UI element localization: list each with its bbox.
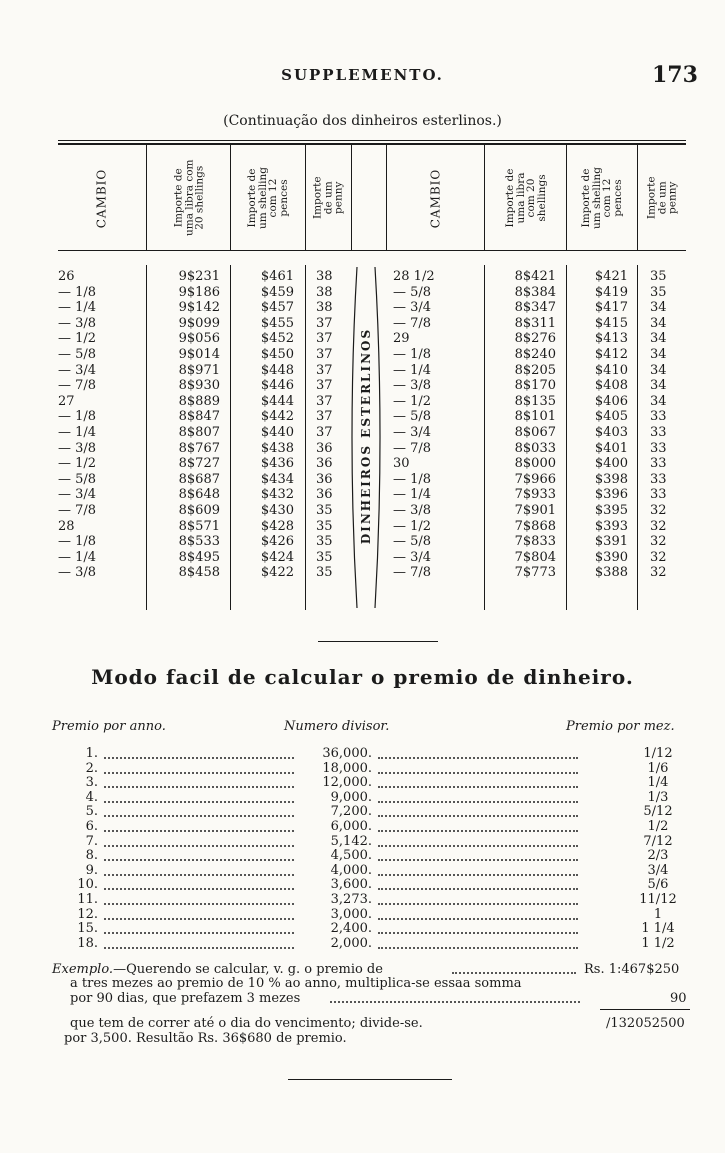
dot-leader — [378, 932, 578, 934]
numero-divisor: 2,000. — [330, 936, 372, 951]
table-cell: $396 — [594, 487, 628, 503]
table-cell: 8$807 — [178, 424, 220, 440]
table-cell: 8$971 — [178, 362, 220, 378]
table-cell: 9$014 — [178, 346, 220, 362]
dot-leader — [104, 932, 294, 934]
table-cell: 37 — [316, 315, 333, 331]
dot-leader — [104, 786, 294, 788]
table-cell: 33 — [650, 440, 667, 456]
numero-divisor: 7,200. — [330, 804, 372, 819]
premio-anno: 11. — [77, 892, 98, 907]
table-cell: — 7/8 — [393, 440, 432, 456]
numero-divisor: 9,000. — [330, 790, 372, 805]
table-cell: 35 — [316, 549, 333, 565]
table-subtitle: (Continuação dos dinheiros esterlinos.) — [223, 113, 502, 129]
table-cell: 8$458 — [178, 565, 220, 581]
dot-leader — [378, 874, 578, 876]
table-cell: $428 — [260, 518, 294, 534]
table-cell: 8$727 — [178, 456, 220, 472]
section-divider — [318, 641, 438, 642]
table-cell: 8$609 — [178, 502, 220, 518]
table-cell: 34 — [650, 346, 667, 362]
table-cell: 8$170 — [514, 378, 556, 394]
table-header-rule — [58, 250, 686, 251]
dot-leader — [104, 830, 294, 832]
premio-anno: 9. — [85, 863, 98, 878]
table-cell: 8$648 — [178, 487, 220, 503]
table-cell: — 1/2 — [393, 393, 432, 409]
table-cell: $459 — [260, 284, 294, 300]
dot-leader — [104, 772, 294, 774]
table-cell: — 1/2 — [58, 456, 97, 472]
table-cell: $434 — [260, 471, 294, 487]
table-cell: 37 — [316, 409, 333, 425]
table-cell: 36 — [316, 456, 333, 472]
dot-leader — [104, 801, 294, 803]
table-cell: — 5/8 — [58, 346, 97, 362]
example-value-1: Rs. 1:467$250 — [584, 962, 680, 977]
dot-leader — [452, 972, 576, 974]
table-cell: 8$421 — [514, 269, 556, 284]
example-line-3: por 90 dias, que prefazem 3 mezes — [70, 991, 301, 1006]
dot-leader — [104, 757, 294, 759]
table-cell: 8$135 — [514, 393, 556, 409]
table-cell: 7$901 — [514, 502, 556, 518]
table-cell: $417 — [594, 300, 628, 316]
dot-leader — [104, 918, 294, 920]
example-label: Exemplo. — [52, 962, 114, 977]
dot-leader — [330, 1001, 580, 1003]
numero-divisor: 3,273. — [330, 892, 372, 907]
table-cell: — 3/8 — [58, 440, 97, 456]
table-cell: — 7/8 — [58, 378, 97, 394]
table-cell: — 3/4 — [58, 362, 97, 378]
table-cell: $388 — [594, 565, 628, 581]
table-cell: 9$142 — [178, 300, 220, 316]
right-cambio-column — [393, 269, 483, 581]
col-divider — [637, 265, 638, 610]
premio-anno: 4. — [85, 790, 98, 805]
table-cell: 32 — [650, 549, 667, 565]
table-cell: — 5/8 — [393, 409, 432, 425]
table-cell: $442 — [260, 409, 294, 425]
table-cell: — 3/8 — [58, 315, 97, 331]
table-cell: 34 — [650, 331, 667, 347]
table-cell: 8$205 — [514, 362, 556, 378]
example-text-1: —Querendo se calcular, v. g. o premio de — [113, 962, 383, 977]
table-cell: 32 — [650, 565, 667, 581]
col-divider — [230, 265, 231, 610]
dot-leader — [104, 888, 294, 890]
left-penny-column — [316, 269, 346, 581]
table-cell: 9$231 — [178, 269, 220, 284]
col-divider — [637, 145, 638, 250]
example-line-1 — [52, 962, 383, 977]
table-cell: — 1/2 — [58, 331, 97, 347]
table-cell: 28 — [58, 518, 75, 534]
table-cell: $455 — [260, 315, 294, 331]
dot-leader — [378, 888, 578, 890]
premio-anno: 6. — [85, 819, 98, 834]
table-cell: $436 — [260, 456, 294, 472]
col-header-numero-divisor: Numero divisor. — [284, 719, 390, 734]
premio-mez: 1 1/4 — [641, 921, 675, 936]
table-cell: — 1/8 — [58, 534, 97, 550]
table-cell: — 1/4 — [393, 362, 432, 378]
table-cell: $400 — [594, 456, 628, 472]
table-cell: $398 — [594, 471, 628, 487]
table-cell: 28 1/2 — [393, 269, 435, 284]
table-cell: $390 — [594, 549, 628, 565]
table-cell: 26 — [58, 269, 75, 284]
example-value-3: 90 — [670, 991, 687, 1006]
premio-anno: 12. — [77, 907, 98, 922]
col-divider — [305, 145, 306, 250]
col-divider — [146, 145, 147, 250]
table-cell: $421 — [594, 269, 628, 284]
dot-leader — [104, 947, 294, 949]
premio-mez: 1/6 — [647, 761, 669, 776]
table-cell: — 3/8 — [393, 502, 432, 518]
premio-mez: 2/3 — [647, 848, 669, 863]
premio-anno: 3. — [85, 775, 98, 790]
table-cell: 37 — [316, 378, 333, 394]
numero-divisor: 4,500. — [330, 848, 372, 863]
table-cell: 33 — [650, 471, 667, 487]
dot-leader — [378, 918, 578, 920]
numero-divisor: 5,142. — [330, 834, 372, 849]
table-cell: 8$384 — [514, 284, 556, 300]
table-cell: 35 — [650, 284, 667, 300]
table-cell: 7$804 — [514, 549, 556, 565]
table-cell: $408 — [594, 378, 628, 394]
dot-leader — [104, 874, 294, 876]
header-penny-right: Importe de um penny — [645, 176, 679, 220]
left-cambio-column — [58, 269, 144, 581]
table-cell: 7$773 — [514, 565, 556, 581]
table-cell: 37 — [316, 393, 333, 409]
premio-mez: 1/3 — [647, 790, 669, 805]
table-cell: 8$276 — [514, 331, 556, 347]
table-cell: 8$067 — [514, 424, 556, 440]
table-cell: 8$767 — [178, 440, 220, 456]
dot-leader — [378, 786, 578, 788]
col-divider — [566, 265, 567, 610]
table-cell: 38 — [316, 269, 333, 284]
table-cell: 36 — [316, 440, 333, 456]
table-cell: — 3/4 — [393, 300, 432, 316]
header-cambio-right: CAMBIO — [428, 168, 443, 228]
col-divider — [484, 145, 485, 250]
table-cell: — 1/2 — [393, 518, 432, 534]
right-shelling-column — [570, 269, 628, 581]
table-cell: $452 — [260, 331, 294, 347]
header-libra-left: Importe de uma libra com 20 shellings — [172, 159, 206, 237]
table-cell: 34 — [650, 378, 667, 394]
table-cell: $424 — [260, 549, 294, 565]
table-cell: 33 — [650, 456, 667, 472]
table-cell: $415 — [594, 315, 628, 331]
table-cell: 7$933 — [514, 487, 556, 503]
table-cell: $430 — [260, 502, 294, 518]
col-divider — [484, 265, 485, 610]
table-cell: — 3/4 — [58, 487, 97, 503]
dot-leader — [104, 859, 294, 861]
example-line-5: por 3,500. Resultão Rs. 36$680 de premio. — [64, 1031, 347, 1046]
table-cell: 9$186 — [178, 284, 220, 300]
left-shelling-column — [234, 269, 294, 581]
table-cell: $438 — [260, 440, 294, 456]
dot-leader — [378, 772, 578, 774]
table-cell: $413 — [594, 331, 628, 347]
table-cell: 8$687 — [178, 471, 220, 487]
table-cell: 7$833 — [514, 534, 556, 550]
dot-leader — [378, 757, 578, 759]
header-shelling-left: Importe de um shelling com 12 pences — [246, 167, 290, 229]
table-cell: 36 — [316, 471, 333, 487]
premio-anno: 8. — [85, 848, 98, 863]
table-cell: 8$000 — [514, 456, 556, 472]
table-cell: $391 — [594, 534, 628, 550]
premio-mez: 1 — [653, 907, 663, 922]
running-head: SUPPLEMENTO. — [281, 66, 444, 84]
premio-mez: 1/12 — [643, 746, 673, 761]
table-cell: 37 — [316, 346, 333, 362]
premio-anno: 18. — [77, 936, 98, 951]
numero-divisor: 4,000. — [330, 863, 372, 878]
table-cell: 34 — [650, 393, 667, 409]
col-divider — [566, 145, 567, 250]
center-label: DINHEIROS ESTERLINOS — [359, 327, 374, 545]
table-cell: 8$347 — [514, 300, 556, 316]
premio-mez: 1/2 — [647, 819, 669, 834]
table-cell: 35 — [316, 534, 333, 550]
dot-leader — [378, 801, 578, 803]
table-cell: $403 — [594, 424, 628, 440]
table-cell: 8$889 — [178, 393, 220, 409]
table-cell: 7$868 — [514, 518, 556, 534]
table-cell: 8$240 — [514, 346, 556, 362]
table-cell: 33 — [650, 409, 667, 425]
dot-leader — [378, 845, 578, 847]
table-top-rule — [58, 140, 686, 141]
table-cell: 34 — [650, 362, 667, 378]
table-cell: $461 — [260, 269, 294, 284]
numero-divisor: 36,000. — [322, 746, 372, 761]
table-cell: $419 — [594, 284, 628, 300]
table-cell: — 3/8 — [393, 378, 432, 394]
table-cell: — 1/8 — [58, 284, 97, 300]
table-cell: 9$099 — [178, 315, 220, 331]
premio-mez: 5/12 — [643, 804, 673, 819]
table-cell: 29 — [393, 331, 410, 347]
table-cell: — 5/8 — [58, 471, 97, 487]
table-cell: $395 — [594, 502, 628, 518]
premio-mez: 1/4 — [647, 775, 669, 790]
premio-mez: 1 1/2 — [641, 936, 675, 951]
example-value-4: /132052500 — [606, 1016, 685, 1031]
table-cell: 37 — [316, 331, 333, 347]
header-libra-right: Importe de uma libra com 20 shellings — [504, 168, 548, 228]
table-cell: 36 — [316, 487, 333, 503]
table-cell: 38 — [316, 300, 333, 316]
table-cell: 34 — [650, 315, 667, 331]
header-penny-left: Importe de um penny — [311, 176, 345, 220]
col-divider — [351, 145, 352, 250]
table-cell: 37 — [316, 424, 333, 440]
table-cell: 32 — [650, 518, 667, 534]
table-cell: — 1/8 — [393, 346, 432, 362]
premio-mez: 7/12 — [643, 834, 673, 849]
table-cell: $401 — [594, 440, 628, 456]
table-cell: 35 — [316, 502, 333, 518]
premio-anno: 2. — [85, 761, 98, 776]
table-cell: — 3/8 — [58, 565, 97, 581]
table-cell: 34 — [650, 300, 667, 316]
table-cell: 33 — [650, 487, 667, 503]
premio-anno: 7. — [85, 834, 98, 849]
numero-divisor: 6,000. — [330, 819, 372, 834]
dot-leader — [378, 859, 578, 861]
table-cell: $393 — [594, 518, 628, 534]
table-cell: 33 — [650, 424, 667, 440]
numero-divisor: 12,000. — [322, 775, 372, 790]
table-cell: $426 — [260, 534, 294, 550]
premio-mez: 11/12 — [639, 892, 677, 907]
table-cell: 30 — [393, 456, 410, 472]
table-cell: $446 — [260, 378, 294, 394]
table-cell: $448 — [260, 362, 294, 378]
numero-divisor: 3,600. — [330, 877, 372, 892]
table-cell: $457 — [260, 300, 294, 316]
dot-leader — [378, 815, 578, 817]
table-cell: — 1/8 — [58, 409, 97, 425]
dot-leader — [378, 947, 578, 949]
table-cell: — 1/4 — [58, 549, 97, 565]
premio-anno: 10. — [77, 877, 98, 892]
table-cell: — 1/8 — [393, 471, 432, 487]
dot-leader — [104, 903, 294, 905]
table-cell: — 5/8 — [393, 534, 432, 550]
table-cell: $422 — [260, 565, 294, 581]
table-cell: $440 — [260, 424, 294, 440]
table-cell: 8$847 — [178, 409, 220, 425]
end-rule — [288, 1079, 452, 1080]
example-line-4: que tem de correr até o dia do vencimento; divide-se. — [70, 1016, 423, 1031]
table-cell: — 3/4 — [393, 424, 432, 440]
table-cell: — 1/4 — [393, 487, 432, 503]
left-libra-column — [150, 269, 220, 581]
table-cell: 32 — [650, 534, 667, 550]
table-cell: — 3/4 — [393, 549, 432, 565]
table-cell: 8$033 — [514, 440, 556, 456]
right-penny-column — [650, 269, 680, 581]
col-header-premio-mez: Premio por mez. — [566, 719, 675, 734]
table-cell: $412 — [594, 346, 628, 362]
sum-rule — [600, 1009, 690, 1010]
numero-divisor: 2,400. — [330, 921, 372, 936]
dot-leader — [104, 845, 294, 847]
numero-divisor: 3,000. — [330, 907, 372, 922]
table-cell: $406 — [594, 393, 628, 409]
col-divider — [230, 145, 231, 250]
table-cell: — 7/8 — [58, 502, 97, 518]
table-cell: 35 — [650, 269, 667, 284]
premio-anno: 15. — [77, 921, 98, 936]
table-cell: 32 — [650, 502, 667, 518]
table-cell: 8$495 — [178, 549, 220, 565]
col-divider — [146, 265, 147, 610]
col-divider — [386, 145, 387, 250]
header-cambio-left: CAMBIO — [94, 168, 109, 228]
premio-mez: 3/4 — [647, 863, 669, 878]
table-cell: — 7/8 — [393, 565, 432, 581]
table-top-rule-thick — [58, 143, 686, 145]
table-cell: $405 — [594, 409, 628, 425]
table-cell: $410 — [594, 362, 628, 378]
page-number: 173 — [652, 62, 698, 88]
example-line-2: a tres mezes ao premio de 10 % ao anno, multiplica-se essaa somma — [70, 976, 522, 991]
table-cell: 7$966 — [514, 471, 556, 487]
table-cell: 8$571 — [178, 518, 220, 534]
table-cell: 9$056 — [178, 331, 220, 347]
table-cell: — 7/8 — [393, 315, 432, 331]
numero-divisor: 18,000. — [322, 761, 372, 776]
table-cell: 37 — [316, 362, 333, 378]
table-cell: 8$101 — [514, 409, 556, 425]
premio-mez: 5/6 — [647, 877, 669, 892]
col-header-premio-anno: Premio por anno. — [52, 719, 166, 734]
table-cell: 27 — [58, 393, 75, 409]
header-shelling-right: Importe de um shelling com 12 pences — [580, 167, 624, 229]
premio-anno: 5. — [85, 804, 98, 819]
table-cell: — 1/4 — [58, 424, 97, 440]
table-cell: 35 — [316, 518, 333, 534]
table-cell: 35 — [316, 565, 333, 581]
dot-leader — [104, 815, 294, 817]
table-cell: $444 — [260, 393, 294, 409]
table-cell: — 5/8 — [393, 284, 432, 300]
premio-anno: 1. — [85, 746, 98, 761]
table-cell: $432 — [260, 487, 294, 503]
section-heading: Modo facil de calcular o premio de dinheiro. — [91, 665, 634, 689]
col-divider — [305, 265, 306, 610]
table-cell: 8$930 — [178, 378, 220, 394]
dot-leader — [378, 830, 578, 832]
table-cell: $450 — [260, 346, 294, 362]
table-cell: 38 — [316, 284, 333, 300]
table-cell: 8$533 — [178, 534, 220, 550]
table-cell: 8$311 — [514, 315, 556, 331]
table-cell: — 1/4 — [58, 300, 97, 316]
dot-leader — [378, 903, 578, 905]
right-libra-column — [488, 269, 556, 581]
